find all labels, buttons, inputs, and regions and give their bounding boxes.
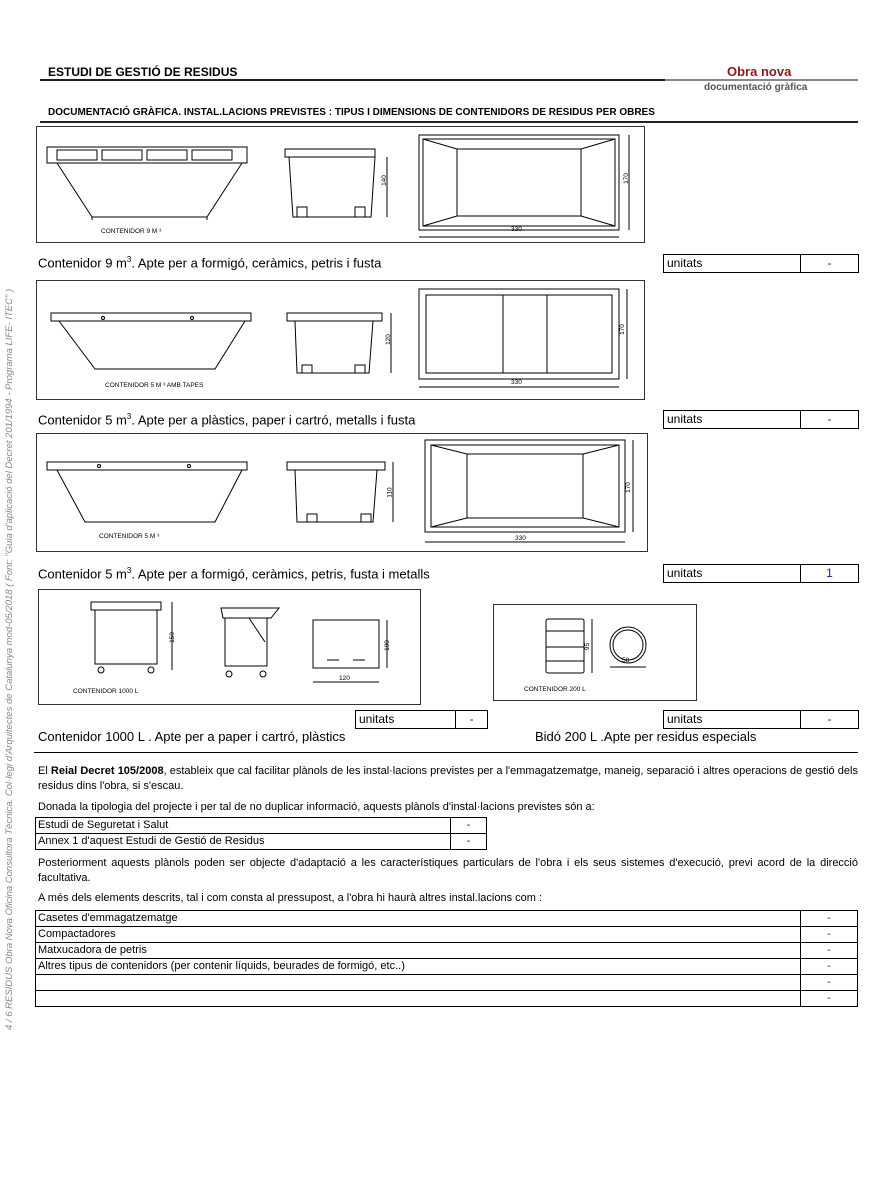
table-row: [36, 975, 858, 991]
drawing-label: CONTENIDOR 9 M ³: [101, 228, 162, 235]
dimension-height: 150: [168, 632, 176, 643]
caption-5m3-tapes: Contenidor 5 $m^3$. Apte per a plàstics, paper i cartró, metalls i fusta: [38, 412, 416, 428]
dimension-height: 120: [384, 334, 392, 345]
dimension-height: 95: [584, 642, 592, 651]
table-cell-value[interactable]: -: [801, 927, 858, 943]
units-value[interactable]: -: [469, 712, 474, 726]
table-cell-label: Estudi de Seguretat i Salut: [36, 818, 451, 834]
units-box-9m3: [663, 254, 859, 273]
header-rule-accent: [665, 79, 858, 81]
units-value[interactable]: -: [827, 712, 832, 726]
dimension-length: 330: [515, 535, 526, 542]
drawing-panel-9m3: [36, 126, 645, 243]
caption-1000l: Contenidor 1000 L . Apte per a paper i cartró, plàstics: [38, 729, 346, 744]
units-box-5m3-tapes: [663, 410, 859, 429]
caption-200l: Bidó 200 L .Apte per residus especials: [535, 729, 757, 744]
drawing-panel-1000l: [38, 589, 421, 705]
caption-5m3: Contenidor 5 $m^3$. Apte per a formigó, ceràmics, petris, fusta i metalls: [38, 566, 430, 582]
units-box-1000l: [355, 710, 488, 729]
table-cell-label: Altres tipus de contenidors (per contenir líquids, beurades de formigó, etc..): [36, 959, 801, 975]
dimension-length: 120: [339, 675, 350, 682]
table-row: [36, 911, 858, 927]
units-label: unitats: [664, 255, 801, 272]
units-label: unitats: [664, 565, 801, 582]
table-cell-value[interactable]: -: [451, 834, 487, 850]
units-value[interactable]: 1: [826, 566, 833, 580]
caption-9m3: Contenidor 9 $m^3$. Apte per a formigó, ceràmics, petris i fusta: [38, 255, 382, 271]
units-label: unitats: [356, 711, 456, 728]
dimension-diameter: 58: [622, 657, 630, 664]
units-value[interactable]: -: [827, 412, 832, 426]
table-row: [36, 818, 487, 834]
dimension-width: 170: [624, 482, 632, 493]
side-margin-text: 4 / 6 RESIDUS Obra Nova Oficina Consultora Tècnica. Col·legi d'Arquitectes de Catalunya mod-05/2018 ( Font: "Guia d'aplicació del Decret 201/1994 - Programa LIFE- ITEC" ): [4, 288, 15, 1030]
table-row: [36, 991, 858, 1007]
section-title: DOCUMENTACIÓ GRÀFICA. INSTAL.LACIONS PREVISTES : TIPUS I DIMENSIONS DE CONTENIDORS DE RESIDUS PER OBRES: [48, 107, 655, 118]
drawing-label: CONTENIDOR 1000 L: [73, 688, 139, 695]
plans-table: [35, 817, 487, 850]
units-box-5m3: [663, 564, 859, 583]
dimension-width: 100: [383, 640, 391, 651]
paragraph-reial-decret: El Reial Decret 105/2008, estableix que cal facilitar plànols de les instal·lacions previstes per a l'emmagatzematge, maneig, separació i altres operacions de gestió dels residus dins l'obra, si s'escau.: [38, 765, 858, 792]
table-row: [36, 943, 858, 959]
table-cell-value[interactable]: -: [801, 943, 858, 959]
table-cell-value[interactable]: -: [801, 959, 858, 975]
dimension-length: 330: [511, 226, 522, 233]
paragraph-altres: A més dels elements descrits, tal i com consta al pressupost, a l'obra hi haurà altres instal.lacions com :: [38, 892, 543, 904]
table-row: [36, 959, 858, 975]
table-row: [36, 834, 487, 850]
table-cell-value[interactable]: -: [801, 975, 858, 991]
table-cell-label: [36, 991, 801, 1007]
drawing-label: CONTENIDOR 5 M ³ AMB TAPES: [105, 382, 204, 389]
table-cell-value[interactable]: -: [801, 991, 858, 1007]
table-cell-label: Matxucadora de petris: [36, 943, 801, 959]
table-cell-value[interactable]: -: [801, 911, 858, 927]
dimension-height: 110: [386, 487, 394, 498]
drawing-label: CONTENIDOR 200 L: [524, 686, 586, 693]
units-box-200l: [663, 710, 859, 729]
section-rule: [40, 121, 858, 123]
table-cell-label: [36, 975, 801, 991]
paragraph-posteriorment: Posteriorment aquests plànols poden ser objecte d'adaptació a les característiques particulars de l'obra i els seus sistemes d'execució, previ acord de la direcció facultativa.: [38, 857, 858, 884]
other-installations-table: [35, 910, 858, 1007]
table-cell-label: Annex 1 d'aquest Estudi de Gestió de Residus: [36, 834, 451, 850]
drawing-panel-5m3: [36, 433, 648, 552]
units-label: unitats: [664, 411, 801, 428]
section-divider: [34, 752, 858, 753]
document-subtype: documentació gràfica: [704, 82, 808, 93]
dimension-width: 170: [622, 173, 630, 184]
table-cell-label: Compactadores: [36, 927, 801, 943]
container-9m3-drawing: [37, 127, 644, 242]
drawing-panel-5m3-tapes: [36, 280, 645, 400]
table-cell-label: Casetes d'emmagatzematge: [36, 911, 801, 927]
document-title: ESTUDI DE GESTIÓ DE RESIDUS: [48, 65, 238, 79]
paragraph-tipologia: Donada la tipologia del projecte i per tal de no duplicar informació, aquests plànols d'instal·lacions previstes són a:: [38, 801, 595, 813]
dimension-length: 330: [511, 379, 522, 386]
document-type: Obra nova: [727, 64, 792, 79]
table-row: [36, 927, 858, 943]
drawing-label: CONTENIDOR 5 M ³: [99, 533, 160, 540]
dimension-width: 170: [618, 324, 626, 335]
units-value[interactable]: -: [827, 256, 832, 270]
dimension-height: 140: [380, 175, 388, 186]
drawing-panel-200l: [493, 604, 697, 701]
units-label: unitats: [664, 711, 801, 728]
table-cell-value[interactable]: -: [451, 818, 487, 834]
container-1000l-drawing: [39, 590, 420, 704]
